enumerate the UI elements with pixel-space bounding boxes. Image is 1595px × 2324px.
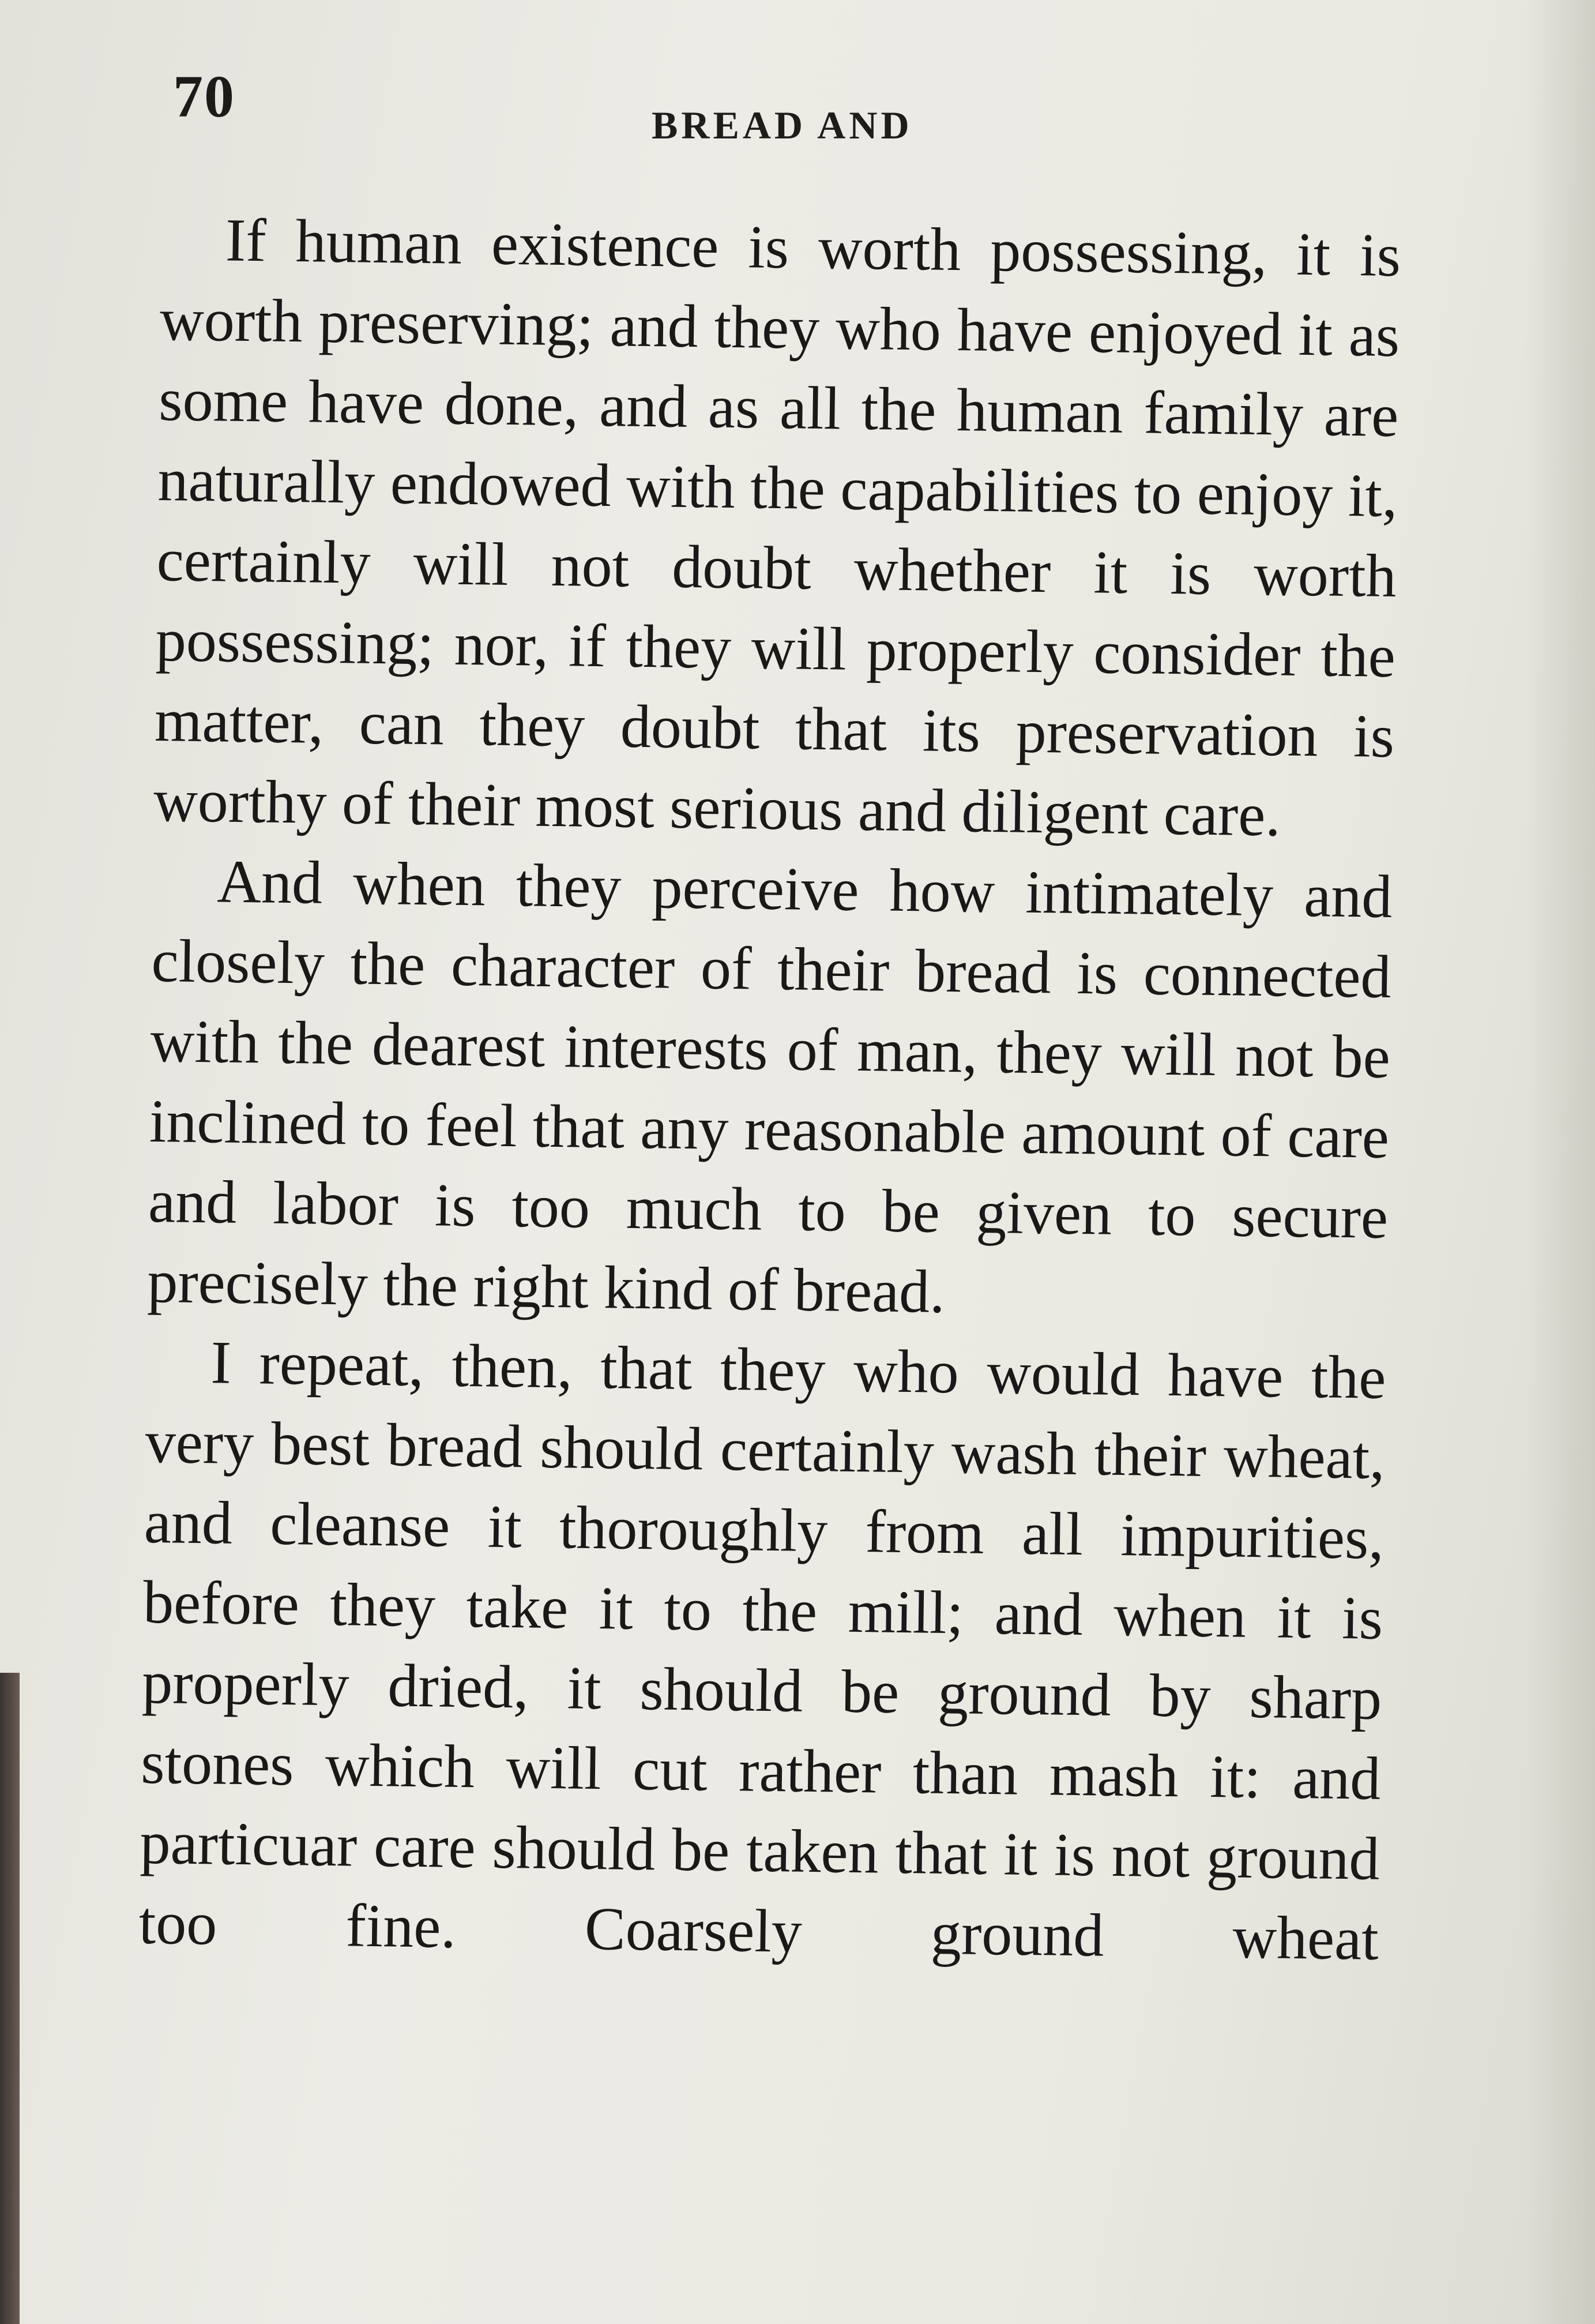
body-text bbox=[138, 199, 1401, 1979]
paragraph-3: I repeat, then, that they who would have the very best bread should certainly wash their wheat, and cleanse it thoroughly from all impurities, before they take it to the mill; and when it is properly dried, it should be ground by sharp stones which will cut rather than mash it: and particuar care should be taken that it is not ground too fine. Coarsely ground wheat bbox=[138, 1328, 1387, 1973]
paragraph-2: And when they perceive how intimately and closely the character of their bread is connected with the dearest interests of man, they will not be inclined to feel that any reasonable amount of care and labor is too much to be given to secure precisely the right kind of bread. bbox=[146, 847, 1393, 1326]
page-number: 70 bbox=[173, 63, 235, 130]
book-spine-edge bbox=[0, 1673, 20, 2324]
paragraph-1: If human existence is worth possessing, it is worth preserving; and they who have enjoyed it as some have done, and as all the human family are naturally endowed with the capabilities to enjoy it, certainly will not doubt whether it is worth possessing; nor, if they will properly consider the matter, can they doubt that its preservation is worthy of their most serious and diligent care. bbox=[153, 206, 1401, 849]
page-curl-shadow bbox=[1526, 0, 1595, 2324]
running-head: BREAD AND bbox=[652, 103, 913, 147]
